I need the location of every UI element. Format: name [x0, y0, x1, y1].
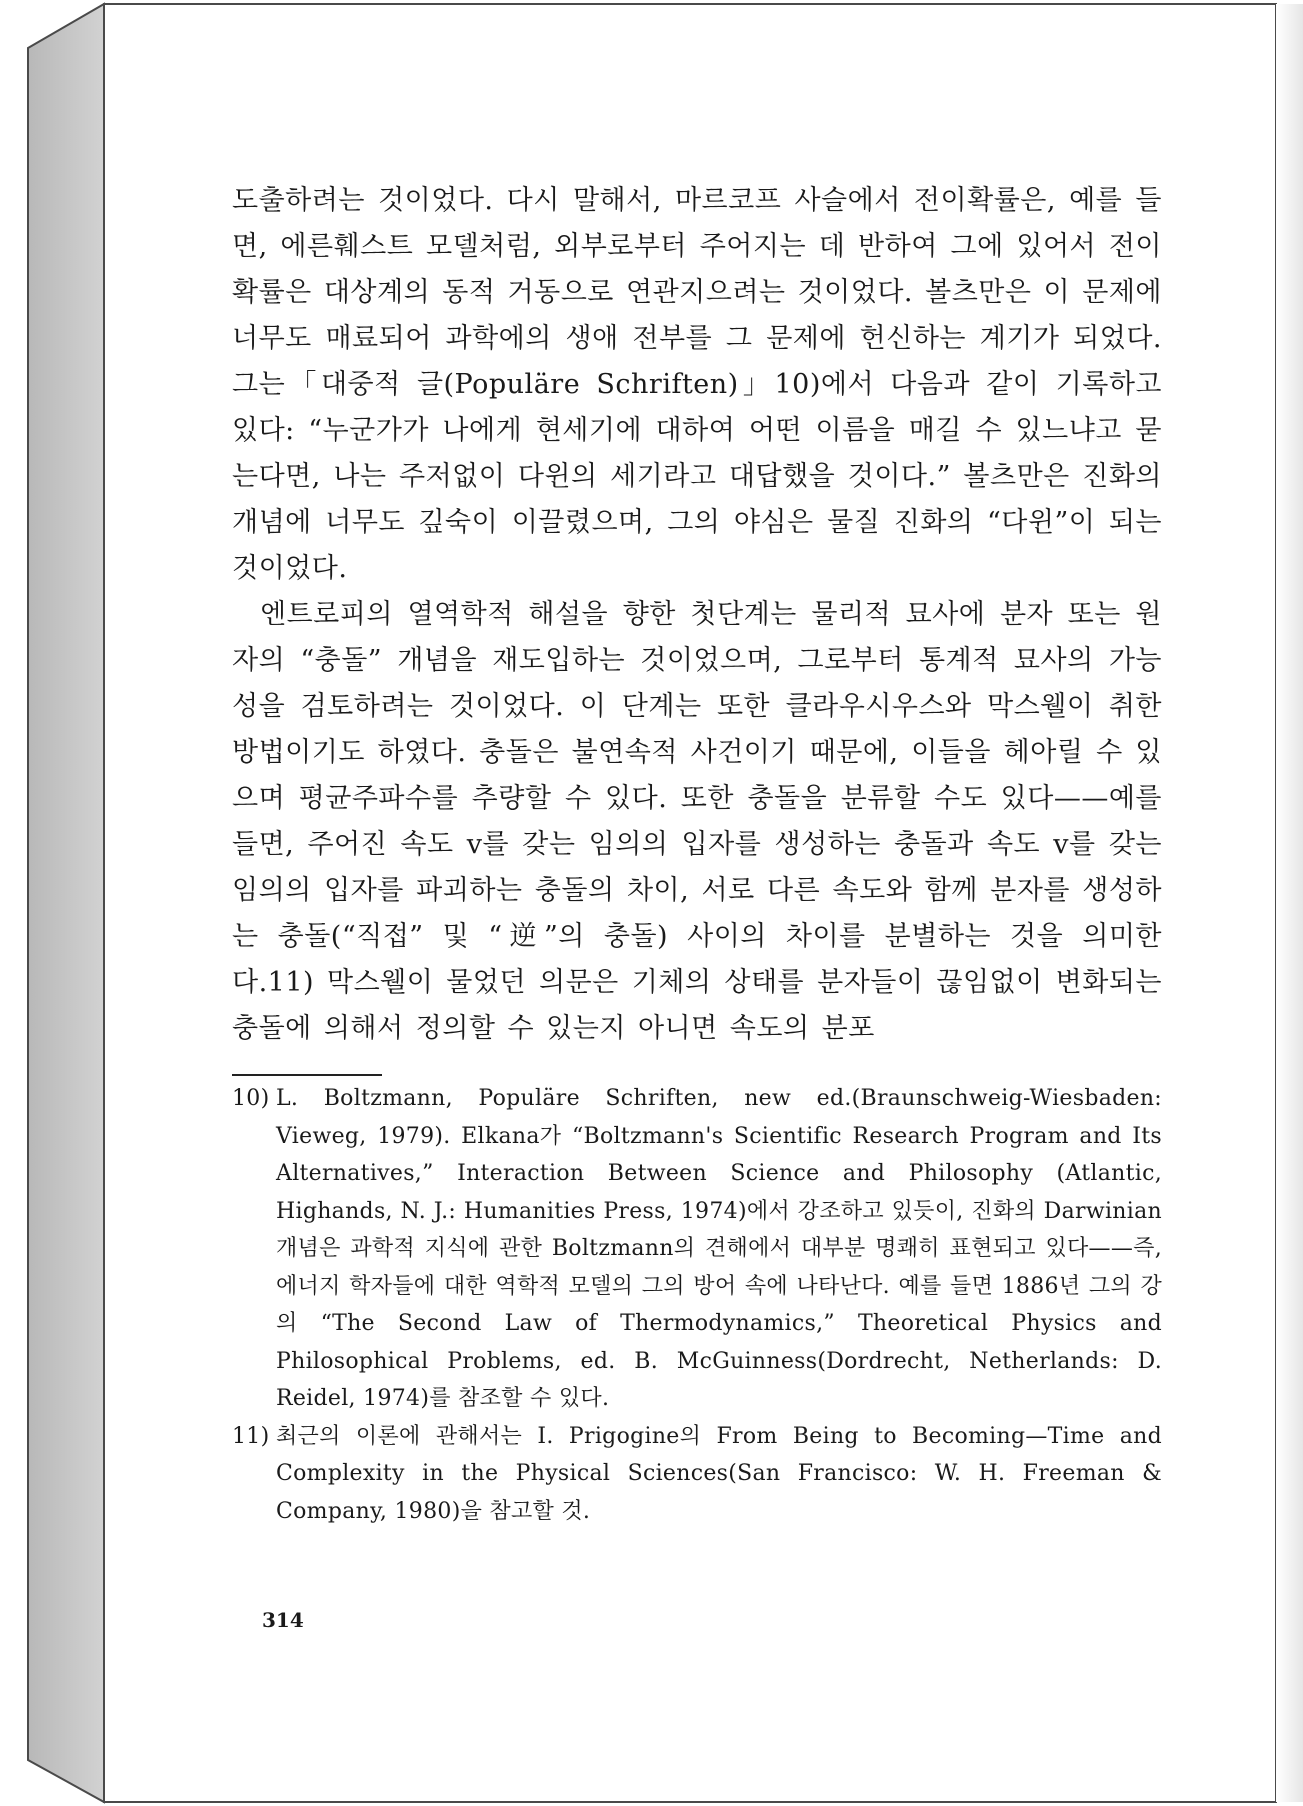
footnote-11 [232, 1418, 1162, 1531]
footnote-10 [232, 1080, 1162, 1418]
page-number: 314 [262, 1608, 304, 1632]
footnote-text: L. Boltzmann, Populäre Schriften, new ed.(Braunschweig-Wiesbaden: Vieweg, 1979). Elkana가 “Boltzmann's Scientific Research Program and Its Alternatives,” Interaction Between Science and Philosophy (Atlantic, Highands, N. J.: Humanities Press, 1974)에서 강조하고 있듯이, 진화의 Darwinian개념은 과학적 지식에 관한 Boltzmann의 견해에서 대부분 명쾌히 표현되고 있다——즉, 에너지 학자들에 대한 역학적 모델의 그의 방어 속에 나타난다. 예를 들면 1886년 그의 강의 “The Second Law of Thermodynamics,” Theoretical Physics and Philosophical Problems, ed. B. McGuinness(Dordrecht, Netherlands: D. Reidel, 1974)를 참조할 수 있다. [276, 1086, 1162, 1411]
footnote-text: 최근의 이론에 관해서는 I. Prigogine의 From Being to Becoming—Time and Complexity in the Physical Sciences(San Francisco: W. H. Freeman & Company, 1980)을 참고할 것. [276, 1423, 1162, 1524]
paragraph-1: 도출하려는 것이었다. 다시 말해서, 마르코프 사슬에서 전이확률은, 예를 들면, 에른훼스트 모델처럼, 외부로부터 주어지는 데 반하여 그에 있어서 전이확률은 대상계의 동적 거동으로 연관지으려는 것이었다. 볼츠만은 이 문제에 너무도 매료되어 과학에의 생애 전부를 그 문제에 헌신하는 계기가 되었다. 그는「대중적 글(Populäre Schriften)」10)에서 다음과 같이 기록하고 있다: “누군가가 나에게 현세기에 대하여 어떤 이름을 매길 수 있느냐고 묻는다면, 나는 주저없이 다윈의 세기라고 대답했을 것이다.” 볼츠만은 진화의 개념에 너무도 깊숙이 이끌렸으며, 그의 야심은 물질 진화의 “다윈”이 되는 것이었다. [232, 185, 1162, 584]
paragraph-2: 엔트로피의 열역학적 해설을 향한 첫단계는 물리적 묘사에 분자 또는 원자의 “충돌” 개념을 재도입하는 것이었으며, 그로부터 통계적 묘사의 가능성을 검토하려는 것이었다. 이 단계는 또한 클라우시우스와 막스웰이 취한 방법이기도 하였다. 충돌은 불연속적 사건이기 때문에, 이들을 헤아릴 수 있으며 평균주파수를 추량할 수 있다. 또한 충돌을 분류할 수도 있다——예를 들면, 주어진 속도 v를 갖는 임의의 입자를 생성하는 충돌과 속도 v를 갖는 임의의 입자를 파괴하는 충돌의 차이, 서로 다른 속도와 함께 분자를 생성하는 충돌(“직접” 및 “逆”의 충돌) 사이의 차이를 분별하는 것을 의미한다.11) 막스웰이 물었던 의문은 기체의 상태를 분자들이 끊임없이 변화되는 충돌에 의해서 정의할 수 있는지 아니면 속도의 분포 [232, 599, 1162, 1044]
page-edge-shadow [1276, 4, 1303, 1802]
footnote-mark: 10) [232, 1086, 270, 1111]
page-body [232, 178, 1162, 1530]
footnote-mark: 11) [232, 1423, 270, 1449]
book-spine [28, 4, 104, 1802]
footnote-divider [232, 1074, 382, 1076]
